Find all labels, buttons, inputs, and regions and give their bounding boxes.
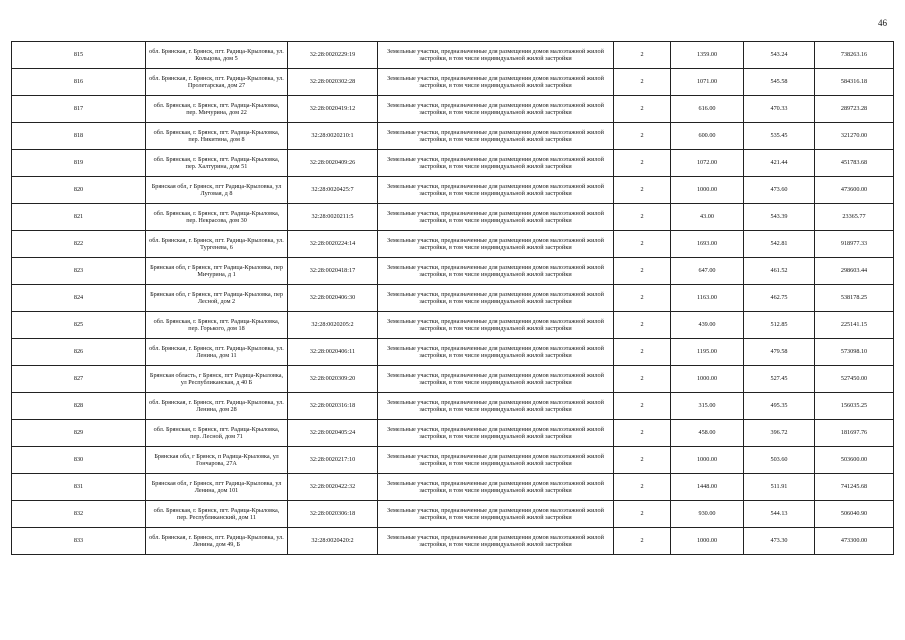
area-cell: 315.00 <box>671 393 744 420</box>
cadastral-number-cell: 32:28:0020224:14 <box>288 231 378 258</box>
group-code-cell: 2 <box>614 474 671 501</box>
table-row <box>12 366 894 393</box>
address-cell: обл. Брянская, г. Брянск, пгт. Радица-Крыловка, ул. Ленина, дом 49, Б <box>146 528 288 555</box>
land-use-cell: Земельные участки, предназначенные для размещения домов малоэтажной жилой застройки, в том числе индивидуальной жилой застройки <box>378 501 614 528</box>
row-number: 815 <box>12 42 146 69</box>
cadastral-value-cell: 321270.00 <box>815 123 894 150</box>
table-row <box>12 339 894 366</box>
area-cell: 1071.00 <box>671 69 744 96</box>
table-row <box>12 69 894 96</box>
cadastral-number-cell: 32:28:0020418:17 <box>288 258 378 285</box>
row-number: 822 <box>12 231 146 258</box>
cadastral-value-cell: 738263.16 <box>815 42 894 69</box>
table-row <box>12 96 894 123</box>
cadastral-value-table <box>11 41 894 555</box>
area-cell: 1000.00 <box>671 528 744 555</box>
address-cell: обл. Брянская, г. Брянск, пгт. Радица-Крыловка, ул. Ленина, дом 11 <box>146 339 288 366</box>
specific-value-cell: 543.24 <box>744 42 815 69</box>
table-row <box>12 150 894 177</box>
land-use-cell: Земельные участки, предназначенные для размещения домов малоэтажной жилой застройки, в том числе индивидуальной жилой застройки <box>378 447 614 474</box>
group-code-cell: 2 <box>614 96 671 123</box>
land-use-cell: Земельные участки, предназначенные для размещения домов малоэтажной жилой застройки, в том числе индивидуальной жилой застройки <box>378 339 614 366</box>
specific-value-cell: 479.58 <box>744 339 815 366</box>
area-cell: 1359.00 <box>671 42 744 69</box>
table-row <box>12 312 894 339</box>
cadastral-number-cell: 32:28:0020405:24 <box>288 420 378 447</box>
row-number: 826 <box>12 339 146 366</box>
group-code-cell: 2 <box>614 177 671 204</box>
table-row <box>12 420 894 447</box>
area-cell: 1693.00 <box>671 231 744 258</box>
address-cell: обл. Брянская, г. Брянск, пгт. Радица-Крыловка, ул. Пролетарская, дом 27 <box>146 69 288 96</box>
area-cell: 600.00 <box>671 123 744 150</box>
land-use-cell: Земельные участки, предназначенные для размещения домов малоэтажной жилой застройки, в том числе индивидуальной жилой застройки <box>378 285 614 312</box>
area-cell: 930.00 <box>671 501 744 528</box>
address-cell: обл. Брянская, г. Брянск, пгт. Радица-Крыловка, пер. Мичурина, дом 22 <box>146 96 288 123</box>
land-use-cell: Земельные участки, предназначенные для размещения домов малоэтажной жилой застройки, в том числе индивидуальной жилой застройки <box>378 366 614 393</box>
area-cell: 458.00 <box>671 420 744 447</box>
group-code-cell: 2 <box>614 528 671 555</box>
row-number: 832 <box>12 501 146 528</box>
group-code-cell: 2 <box>614 150 671 177</box>
cadastral-value-cell: 527450.00 <box>815 366 894 393</box>
cadastral-number-cell: 32:28:0020425:7 <box>288 177 378 204</box>
land-use-cell: Земельные участки, предназначенные для размещения домов малоэтажной жилой застройки, в том числе индивидуальной жилой застройки <box>378 150 614 177</box>
cadastral-number-cell: 32:28:0020409:26 <box>288 150 378 177</box>
table-row <box>12 474 894 501</box>
cadastral-value-cell: 506040.90 <box>815 501 894 528</box>
cadastral-value-cell: 538178.25 <box>815 285 894 312</box>
land-use-cell: Земельные участки, предназначенные для размещения домов малоэтажной жилой застройки, в том числе индивидуальной жилой застройки <box>378 123 614 150</box>
address-cell: Брянская обл, г Брянск, пгт Радица-Крыловка, ул Луговая, д 8 <box>146 177 288 204</box>
land-use-cell: Земельные участки, предназначенные для размещения домов малоэтажной жилой застройки, в том числе индивидуальной жилой застройки <box>378 393 614 420</box>
group-code-cell: 2 <box>614 69 671 96</box>
cadastral-value-cell: 225141.15 <box>815 312 894 339</box>
row-number: 833 <box>12 528 146 555</box>
table-row <box>12 204 894 231</box>
table-row <box>12 177 894 204</box>
cadastral-number-cell: 32:28:0020309:20 <box>288 366 378 393</box>
specific-value-cell: 542.81 <box>744 231 815 258</box>
land-use-cell: Земельные участки, предназначенные для размещения домов малоэтажной жилой застройки, в том числе индивидуальной жилой застройки <box>378 231 614 258</box>
specific-value-cell: 527.45 <box>744 366 815 393</box>
address-cell: Брянская обл, г Брянск, пгт Радица-Крыловка, пер Мичурина, д 1 <box>146 258 288 285</box>
specific-value-cell: 511.91 <box>744 474 815 501</box>
table-row <box>12 447 894 474</box>
group-code-cell: 2 <box>614 258 671 285</box>
specific-value-cell: 503.60 <box>744 447 815 474</box>
table-row <box>12 258 894 285</box>
area-cell: 1195.00 <box>671 339 744 366</box>
specific-value-cell: 495.35 <box>744 393 815 420</box>
row-number: 830 <box>12 447 146 474</box>
area-cell: 616.00 <box>671 96 744 123</box>
cadastral-value-cell: 23365.77 <box>815 204 894 231</box>
land-use-cell: Земельные участки, предназначенные для размещения домов малоэтажной жилой застройки, в том числе индивидуальной жилой застройки <box>378 96 614 123</box>
address-cell: Брянская обл, г Брянск, п Радица-Крыловка, ул Гончарова, 27А <box>146 447 288 474</box>
cadastral-number-cell: 32:28:0020210:1 <box>288 123 378 150</box>
row-number: 818 <box>12 123 146 150</box>
table-row <box>12 393 894 420</box>
cadastral-number-cell: 32:28:0020316:18 <box>288 393 378 420</box>
specific-value-cell: 543.39 <box>744 204 815 231</box>
group-code-cell: 2 <box>614 393 671 420</box>
group-code-cell: 2 <box>614 366 671 393</box>
cadastral-value-cell: 473300.00 <box>815 528 894 555</box>
land-use-cell: Земельные участки, предназначенные для размещения домов малоэтажной жилой застройки, в том числе индивидуальной жилой застройки <box>378 42 614 69</box>
table-row <box>12 285 894 312</box>
cadastral-value-cell: 503600.00 <box>815 447 894 474</box>
row-number: 825 <box>12 312 146 339</box>
land-use-cell: Земельные участки, предназначенные для размещения домов малоэтажной жилой застройки, в том числе индивидуальной жилой застройки <box>378 204 614 231</box>
row-number: 823 <box>12 258 146 285</box>
row-number: 820 <box>12 177 146 204</box>
page-number: 46 <box>878 18 887 28</box>
cadastral-number-cell: 32:28:0020205:2 <box>288 312 378 339</box>
address-cell: обл. Брянская, г. Брянск, пгт. Радица-Крыловка, ул. Тургенева, 6 <box>146 231 288 258</box>
cadastral-number-cell: 32:28:0020306:18 <box>288 501 378 528</box>
address-cell: обл. Брянская, г. Брянск, пгт. Радица-Крыловка, пер. Халтурина, дом 51 <box>146 150 288 177</box>
address-cell: Брянская обл, г Брянск, пгт Радица-Крыловка, пер Лесной, дом 2 <box>146 285 288 312</box>
cadastral-value-cell: 741245.68 <box>815 474 894 501</box>
group-code-cell: 2 <box>614 231 671 258</box>
row-number: 819 <box>12 150 146 177</box>
group-code-cell: 2 <box>614 501 671 528</box>
specific-value-cell: 512.85 <box>744 312 815 339</box>
address-cell: обл. Брянская, г. Брянск, пгт. Радица-Крыловка, пер. Лесной, дом 71 <box>146 420 288 447</box>
area-cell: 647.00 <box>671 258 744 285</box>
cadastral-number-cell: 32:28:0020302:28 <box>288 69 378 96</box>
address-cell: обл. Брянская, г. Брянск, пгт. Радица-Крыловка, ул. Ленина, дом 28 <box>146 393 288 420</box>
address-cell: Брянская обл, г Брянск, пгт Радица-Крыловка, ул Ленина, дом 101 <box>146 474 288 501</box>
row-number: 816 <box>12 69 146 96</box>
table-body <box>12 42 894 555</box>
group-code-cell: 2 <box>614 285 671 312</box>
address-cell: обл. Брянская, г. Брянск, пгт. Радица-Крыловка, пер. Некрасова, дом 30 <box>146 204 288 231</box>
area-cell: 1000.00 <box>671 447 744 474</box>
area-cell: 43.00 <box>671 204 744 231</box>
area-cell: 1072.00 <box>671 150 744 177</box>
cadastral-number-cell: 32:28:0020419:12 <box>288 96 378 123</box>
specific-value-cell: 462.75 <box>744 285 815 312</box>
cadastral-number-cell: 32:28:0020406:30 <box>288 285 378 312</box>
area-cell: 1448.00 <box>671 474 744 501</box>
table-row <box>12 123 894 150</box>
specific-value-cell: 461.52 <box>744 258 815 285</box>
cadastral-value-cell: 918977.33 <box>815 231 894 258</box>
table-row <box>12 528 894 555</box>
group-code-cell: 2 <box>614 123 671 150</box>
specific-value-cell: 473.30 <box>744 528 815 555</box>
land-use-cell: Земельные участки, предназначенные для размещения домов малоэтажной жилой застройки, в том числе индивидуальной жилой застройки <box>378 177 614 204</box>
table-row <box>12 231 894 258</box>
area-cell: 439.00 <box>671 312 744 339</box>
specific-value-cell: 545.58 <box>744 69 815 96</box>
row-number: 824 <box>12 285 146 312</box>
row-number: 831 <box>12 474 146 501</box>
area-cell: 1000.00 <box>671 177 744 204</box>
group-code-cell: 2 <box>614 42 671 69</box>
cadastral-number-cell: 32:28:0020211:5 <box>288 204 378 231</box>
cadastral-value-cell: 584316.18 <box>815 69 894 96</box>
specific-value-cell: 421.44 <box>744 150 815 177</box>
land-use-cell: Земельные участки, предназначенные для размещения домов малоэтажной жилой застройки, в том числе индивидуальной жилой застройки <box>378 258 614 285</box>
land-use-cell: Земельные участки, предназначенные для размещения домов малоэтажной жилой застройки, в том числе индивидуальной жилой застройки <box>378 312 614 339</box>
address-cell: обл. Брянская, г. Брянск, пгт. Радица-Крыловка, пер. Никитина, дом 8 <box>146 123 288 150</box>
row-number: 828 <box>12 393 146 420</box>
cadastral-value-cell: 289723.28 <box>815 96 894 123</box>
specific-value-cell: 535.45 <box>744 123 815 150</box>
table-row <box>12 42 894 69</box>
cadastral-number-cell: 32:28:0020229:19 <box>288 42 378 69</box>
area-cell: 1163.00 <box>671 285 744 312</box>
cadastral-value-cell: 573098.10 <box>815 339 894 366</box>
address-cell: обл. Брянская, г. Брянск, пгт. Радица-Крыловка, пер. Республиканский, дом 11 <box>146 501 288 528</box>
specific-value-cell: 470.33 <box>744 96 815 123</box>
cadastral-value-cell: 181697.76 <box>815 420 894 447</box>
cadastral-number-cell: 32:28:0020420:2 <box>288 528 378 555</box>
address-cell: обл. Брянская, г. Брянск, пгт. Радица-Крыловка, ул. Кольцова, дом 5 <box>146 42 288 69</box>
land-use-cell: Земельные участки, предназначенные для размещения домов малоэтажной жилой застройки, в том числе индивидуальной жилой застройки <box>378 528 614 555</box>
group-code-cell: 2 <box>614 339 671 366</box>
group-code-cell: 2 <box>614 420 671 447</box>
row-number: 817 <box>12 96 146 123</box>
specific-value-cell: 544.13 <box>744 501 815 528</box>
specific-value-cell: 396.72 <box>744 420 815 447</box>
land-use-cell: Земельные участки, предназначенные для размещения домов малоэтажной жилой застройки, в том числе индивидуальной жилой застройки <box>378 474 614 501</box>
cadastral-value-cell: 298603.44 <box>815 258 894 285</box>
specific-value-cell: 473.60 <box>744 177 815 204</box>
cadastral-number-cell: 32:28:0020422:32 <box>288 474 378 501</box>
row-number: 829 <box>12 420 146 447</box>
address-cell: Брянская область, г Брянск, пгт Радица-Крыловка, ул Республиканская, д 40 Б <box>146 366 288 393</box>
address-cell: обл. Брянская, г. Брянск, пгт. Радица-Крыловка, пер. Горького, дом 18 <box>146 312 288 339</box>
group-code-cell: 2 <box>614 447 671 474</box>
group-code-cell: 2 <box>614 204 671 231</box>
cadastral-value-cell: 473600.00 <box>815 177 894 204</box>
table-row <box>12 501 894 528</box>
row-number: 827 <box>12 366 146 393</box>
group-code-cell: 2 <box>614 312 671 339</box>
land-use-cell: Земельные участки, предназначенные для размещения домов малоэтажной жилой застройки, в том числе индивидуальной жилой застройки <box>378 69 614 96</box>
cadastral-value-cell: 451783.68 <box>815 150 894 177</box>
row-number: 821 <box>12 204 146 231</box>
cadastral-number-cell: 32:28:0020217:10 <box>288 447 378 474</box>
cadastral-number-cell: 32:28:0020406:11 <box>288 339 378 366</box>
land-use-cell: Земельные участки, предназначенные для размещения домов малоэтажной жилой застройки, в том числе индивидуальной жилой застройки <box>378 420 614 447</box>
cadastral-value-cell: 156035.25 <box>815 393 894 420</box>
area-cell: 1000.00 <box>671 366 744 393</box>
